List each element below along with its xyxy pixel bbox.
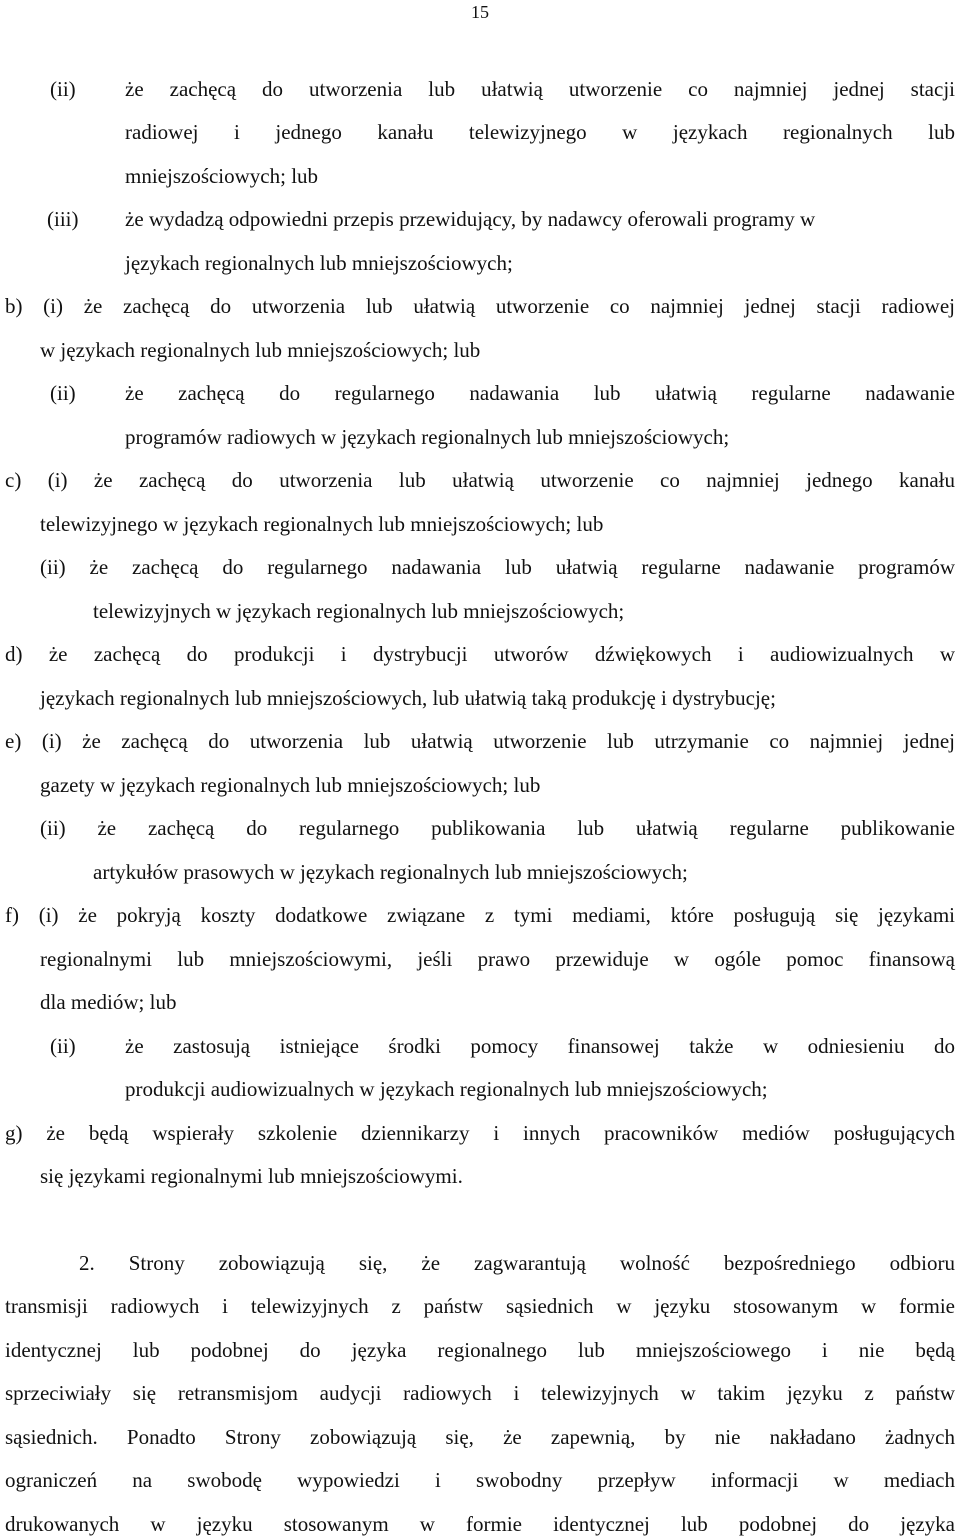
item-e-i-line-1: e) (i) że zachęcą do utworzenia lub ułatwią utworzenie lub utrzymanie co najmniej jednej [5, 729, 955, 753]
item-g-line-1: g) że będą wspierały szkolenie dziennikarzy i innych pracowników mediów posługujących [5, 1121, 955, 1145]
item-e-ii-line-1: (ii) że zachęcą do regularnego publikowania lub ułatwią regularne publikowanie [40, 816, 955, 840]
item-d-line-2: językach regionalnych lub mniejszościowych, lub ułatwią taką produkcję i dystrybucję; [40, 686, 776, 710]
item-a-ii-line-3: mniejszościowych; lub [125, 164, 319, 188]
item-f-ii-label: (ii) [50, 1034, 76, 1058]
item-a-iii-line-1: że wydadzą odpowiedni przepis przewidujący, by nadawcy oferowali programy w [125, 207, 816, 231]
item-a-iii-line-2: językach regionalnych lub mniejszościowych; [125, 251, 513, 275]
item-b-i-line-1: b) (i) że zachęcą do utworzenia lub ułatwią utworzenie co najmniej jednej stacji radiowej [5, 294, 955, 318]
item-e-ii-line-2: artykułów prasowych w językach regionalnych lub mniejszościowych; [93, 860, 688, 884]
item-b-ii-line-1: że zachęcą do regularnego nadawania lub ułatwią regularne nadawanie [125, 381, 955, 405]
item-c-i-line-1: c) (i) że zachęcą do utworzenia lub ułatwią utworzenie co najmniej jednego kanału [5, 468, 955, 492]
item-f-ii-line-2: produkcji audiowizualnych w językach regionalnych lub mniejszościowych; [125, 1077, 768, 1101]
item-e-i-line-2: gazety w językach regionalnych lub mniejszościowych; lub [40, 773, 541, 797]
item-f-i-line-3: dla mediów; lub [40, 990, 177, 1014]
item-a-ii-label: (ii) [50, 77, 76, 101]
paragraph-2-line-3: identycznej lub podobnej do języka regionalnego lub mniejszościowego i nie będą [5, 1338, 955, 1362]
paragraph-2-line-4: sprzeciwiały się retransmisjom audycji radiowych i telewizyjnych w takim języku z państw [5, 1381, 955, 1405]
paragraph-2-line-1: 2. Strony zobowiązują się, że zagwarantują wolność bezpośredniego odbioru [79, 1251, 955, 1275]
item-f-ii-line-1: że zastosują istniejące środki pomocy finansowej także w odniesieniu do [125, 1034, 955, 1058]
item-b-ii-line-2: programów radiowych w językach regionalnych lub mniejszościowych; [125, 425, 730, 449]
paragraph-2-line-6: ograniczeń na swobodę wypowiedzi i swobodny przepływ informacji w mediach [5, 1468, 955, 1492]
item-g-line-2: się językami regionalnymi lub mniejszościowymi. [40, 1164, 463, 1188]
item-f-i-line-2: regionalnymi lub mniejszościowymi, jeśli prawo przewiduje w ogóle pomoc finansową [40, 947, 955, 971]
item-f-i-line-1: f) (i) że pokryją koszty dodatkowe związane z tymi mediami, które posługują się językami [5, 903, 955, 927]
paragraph-2-line-2: transmisji radiowych i telewizyjnych z państw sąsiednich w języku stosowanym w formie [5, 1294, 955, 1318]
page-number: 15 [471, 2, 489, 22]
item-a-iii-label: (iii) [47, 207, 79, 231]
item-b-ii-label: (ii) [50, 381, 76, 405]
paragraph-2-line-7: drukowanych w języku stosowanym w formie identycznej lub podobnej do języka [5, 1512, 955, 1536]
item-c-ii-line-2: telewizyjnych w językach regionalnych lub mniejszościowych; [93, 599, 625, 623]
item-b-i-line-2: w językach regionalnych lub mniejszościowych; lub [40, 338, 481, 362]
item-d-line-1: d) że zachęcą do produkcji i dystrybucji utworów dźwiękowych i audiowizualnych w [5, 642, 955, 666]
item-c-i-line-2: telewizyjnego w językach regionalnych lub mniejszościowych; lub [40, 512, 604, 536]
paragraph-2-line-5: sąsiednich. Ponadto Strony zobowiązują się, że zapewnią, by nie nakładano żadnych [5, 1425, 955, 1449]
item-a-ii-line-1: że zachęcą do utworzenia lub ułatwią utworzenie co najmniej jednej stacji [125, 77, 955, 101]
item-a-ii-line-2: radiowej i jednego kanału telewizyjnego w językach regionalnych lub [125, 120, 955, 144]
item-c-ii-line-1: (ii) że zachęcą do regularnego nadawania lub ułatwią regularne nadawanie programów [40, 555, 955, 579]
